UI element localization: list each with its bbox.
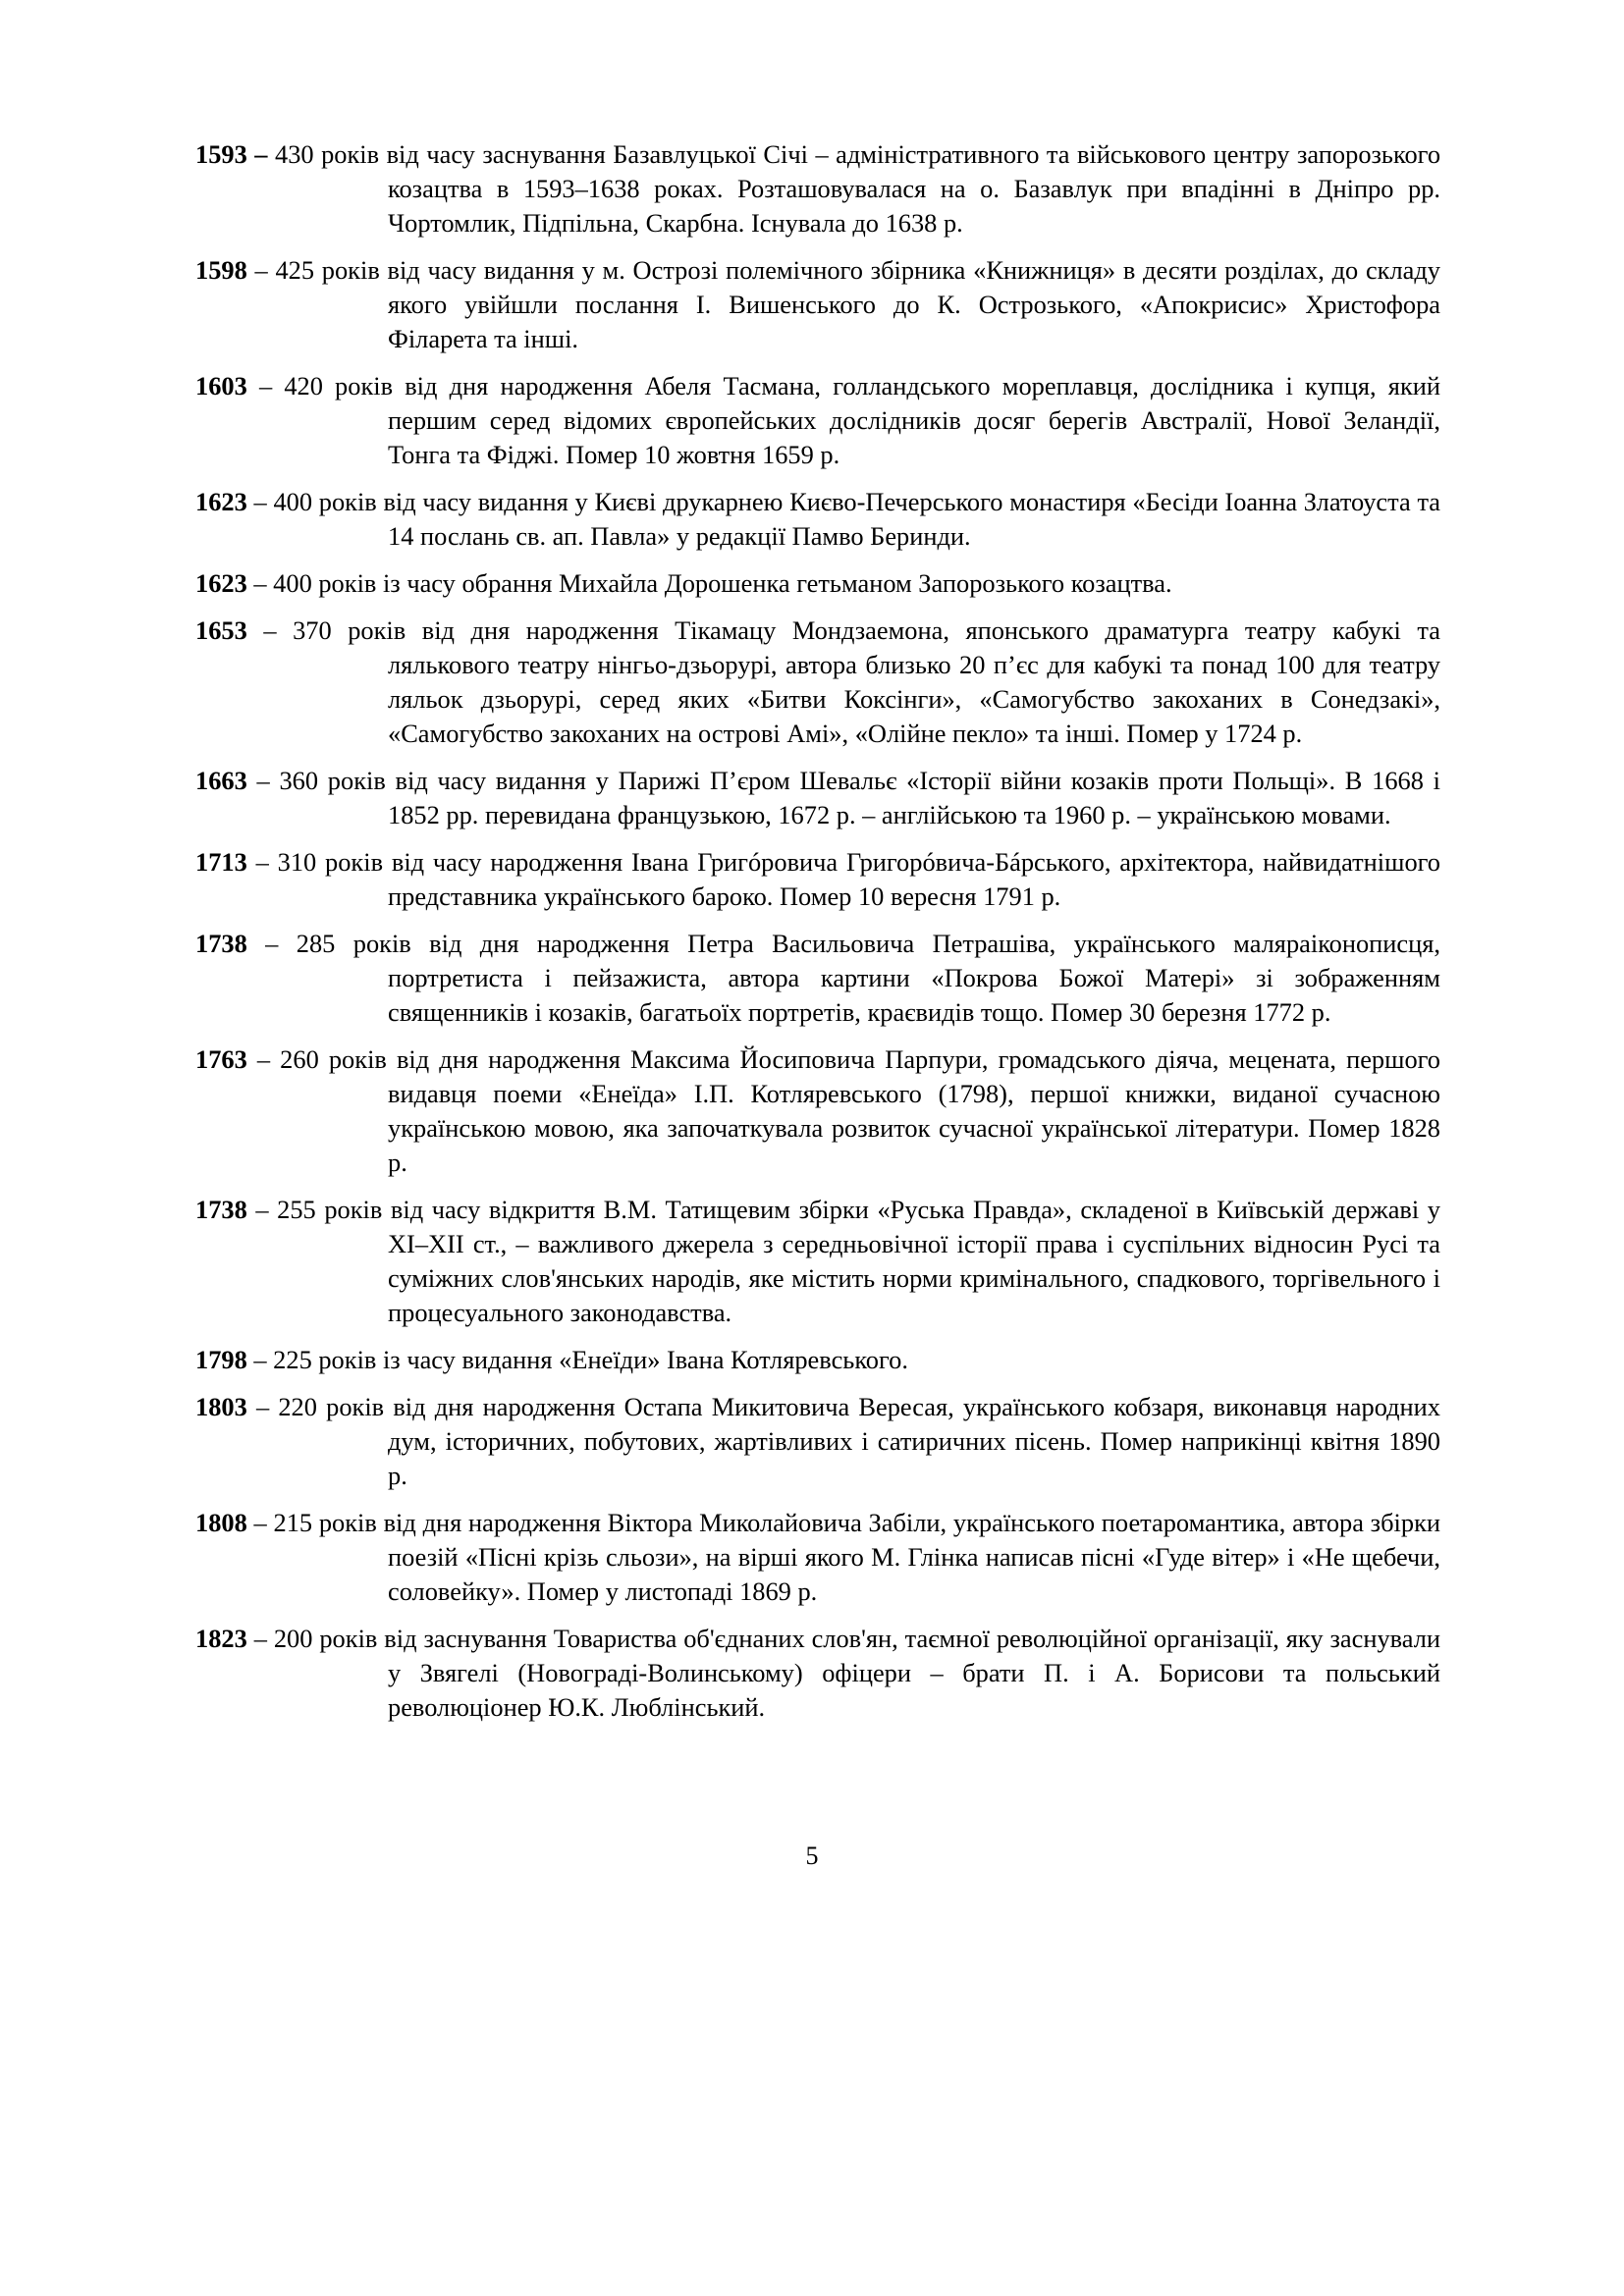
entry-year: 1808 [195,1508,247,1537]
entry-year: 1623 [195,568,247,598]
entry-text: 225 років із часу видання «Енеїди» Івана Котляревського. [273,1345,908,1374]
entry-separator: – [246,1508,274,1537]
entry-year: 1593 [195,139,247,169]
entry-year: 1598 [195,255,247,285]
entry-separator: – [246,615,294,645]
entry-separator: – [246,847,278,877]
entry-separator: – [246,139,275,169]
entry-year: 1763 [195,1044,247,1074]
entry-text: 400 років від часу видання у Києві друкарнею Києво-Печерського монастиря «Бесіди Іоанна Златоуста та 14 послань св. ап. Павла» у редакції Памво Беринди. [273,487,1441,551]
entry-text: 310 років від часу народження Івана Григóровича Григорóвича-Бáрського, архітектора, найвидатнішого представника українського бароко. Помер 10 вересня 1791 р. [277,847,1440,911]
entry-year: 1623 [195,487,247,516]
entry-text: 260 років від дня народження Максима Йосиповича Парпури, громадського діяча, мецената, першого видавця поеми «Енеїда» І.П. Котляревського (1798), першої книжки, виданої сучасною українською мовою, яка започаткувала розвиток сучасної української літератури. Помер 1828 р. [280,1044,1440,1177]
entry-text: 255 років від часу відкриття В.М. Татищевим збірки «Руська Правда», складеної в Київській державі у XI–XII ст., – важливого джерела з середньовічної історії права і суспільних відносин Русі та суміжних слов'янських народів, яке містить норми кримінального, спадкового, торгівельного і процесуального законодавства. [277,1195,1440,1327]
anniversary-entry [195,253,1440,356]
anniversary-entry [195,1042,1440,1180]
entry-separator: – [246,1392,279,1421]
entry-separator: – [246,1044,281,1074]
entry-text: 370 років від дня народження Тікамацу Мондзаемона, японського драматурга театру кабукі та лялькового театру нінгьо-дзьорурі, автора близько 20 п’єс для кабукі та понад 100 для театру ляльок дзьорурі, серед яких «Битви Коксінги», «Самогубство закоханих в Сонедзакі», «Самогубство закоханих на острові Амі», «Олійне пекло» та інші. Помер у 1724 р. [293,615,1440,748]
anniversary-entry [195,614,1440,751]
entry-text: 220 років від дня народження Остапа Микитовича Вересая, українського кобзаря, виконавця народних дум, історичних, побутових, жартівливих і сатиричних пісень. Помер наприкінці квітня 1890 р. [278,1392,1440,1490]
entry-text: 400 років із часу обрання Михайла Дорошенка гетьманом Запорозького козацтва. [273,568,1172,598]
entry-text: 430 років від часу заснування Базавлуцької Січі – адміністративного та військового центру запорозького козацтва в 1593–1638 роках. Розташовувалася на о. Базавлук при впадінні в Дніпро рр. Чортомлик, Підпільна, Скарбна. Існувала до 1638 р. [275,139,1441,238]
entry-text: 285 років від дня народження Петра Васильовича Петрашіва, українського маляраіконописця, портретиста і пейзажиста, автора картини «Покрова Божої Матері» зі зображенням священників і козаків, багатьоїх портретів, краєвидів тощо. Помер 30 березня 1772 р. [296,929,1441,1027]
anniversary-entry [195,845,1440,914]
entry-year: 1798 [195,1345,247,1374]
anniversary-list [195,137,1440,1725]
entry-year: 1823 [195,1624,247,1653]
entry-separator: – [246,371,285,400]
entry-year: 1803 [195,1392,247,1421]
entry-separator: – [246,255,276,285]
entry-year: 1738 [195,929,247,958]
entry-text: 420 років від дня народження Абеля Тасмана, голландського мореплавця, дослідника і купця, який першим серед відомих європейських дослідників досяг берегів Австралії, Нової Зеландії, Тонга та Фіджі. Помер 10 жовтня 1659 р. [284,371,1441,469]
anniversary-entry [195,566,1440,601]
anniversary-entry [195,1193,1440,1330]
entry-year: 1663 [195,766,247,795]
anniversary-entry [195,927,1440,1030]
entry-text: 200 років від заснування Товариства об'єднаних слов'ян, таємної революційної організації, яку заснували у Звягелі (Новограді-Волинському) офіцери – брати П. і А. Борисови та польський революціонер Ю.К. Люблінський. [273,1624,1440,1722]
anniversary-entry [195,1343,1440,1377]
entry-text: 360 років від часу видання у Парижі П’єром Шевальє «Історії війни козаків проти Польщі». В 1668 і 1852 рр. перевидана французькою, 1672 р. – англійською та 1960 р. – українською мовами. [279,766,1440,829]
document-page [195,137,1440,1737]
anniversary-entry [195,137,1440,240]
entry-year: 1603 [195,371,247,400]
anniversary-entry [195,1506,1440,1609]
entry-year: 1653 [195,615,247,645]
entry-text: 425 років від часу видання у м. Острозі полемічного збірника «Книжниця» в десяти розділах, до складу якого увійшли послання І. Вишенського до К. Острозького, «Апокрисис» Христофора Філарета та інші. [275,255,1440,353]
anniversary-entry [195,1622,1440,1725]
entry-separator: – [246,1345,274,1374]
entry-separator: – [246,1195,278,1224]
entry-separator: – [246,1624,274,1653]
entry-separator: – [246,929,297,958]
entry-year: 1713 [195,847,247,877]
entry-separator: – [246,766,280,795]
entry-text: 215 років від дня народження Віктора Миколайовича Забіли, українського поетаромантика, автора збірки поезій «Пісні крізь сльози», на вірші якого М. Глінка написав пісні «Гуде вітер» і «Не щебечи, соловейку». Помер у листопаді 1869 р. [273,1508,1441,1606]
anniversary-entry [195,369,1440,472]
entry-separator: – [246,568,274,598]
page-number: 5 [805,1842,819,1870]
anniversary-entry [195,485,1440,554]
anniversary-entry [195,764,1440,832]
anniversary-entry [195,1390,1440,1493]
entry-year: 1738 [195,1195,247,1224]
entry-separator: – [246,487,274,516]
